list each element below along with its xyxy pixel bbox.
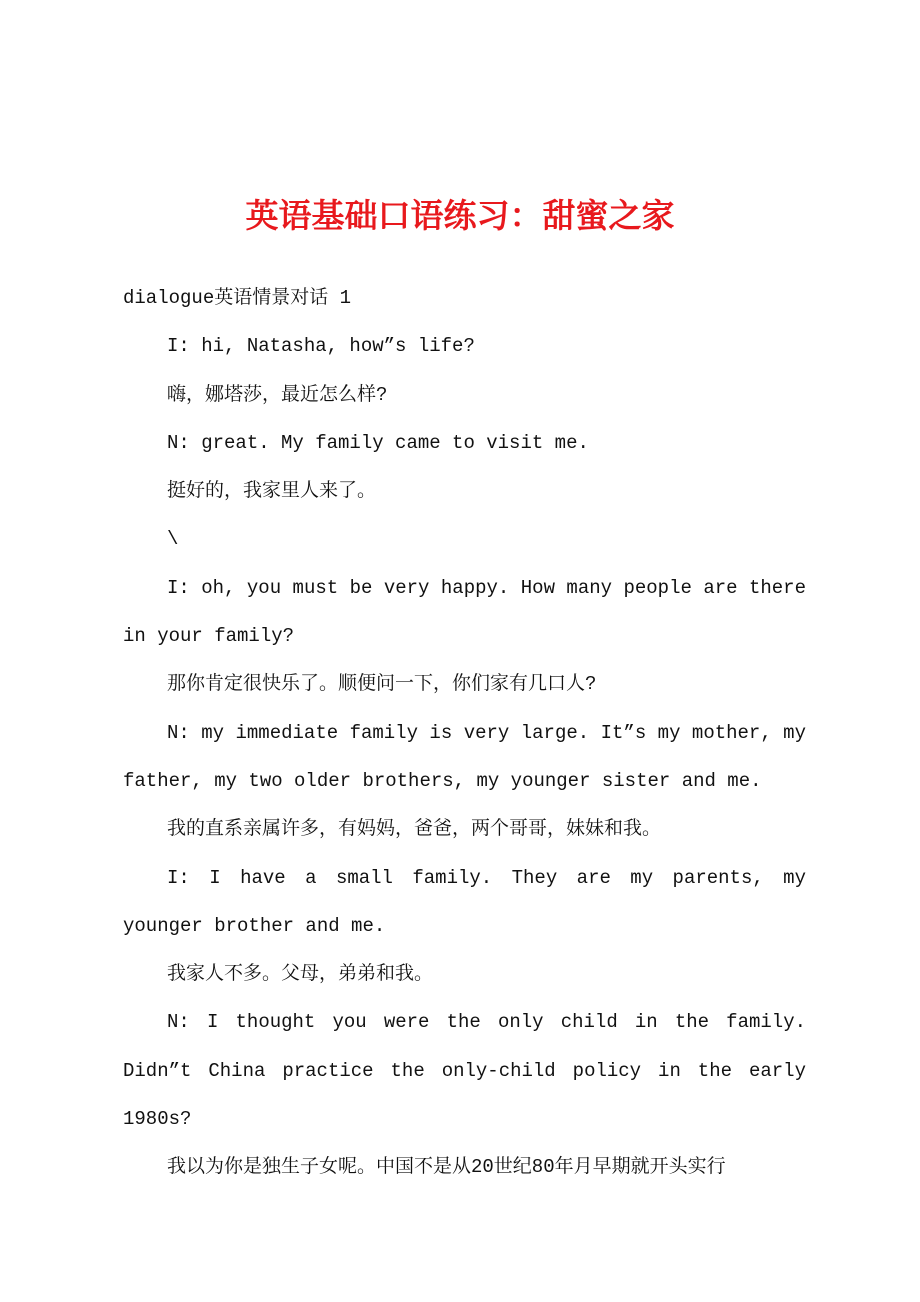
dialogue-line: I: I have a small family. They are my parents, my younger brother and me.	[123, 866, 806, 937]
document-body	[123, 274, 806, 1192]
dialogue-line: N: I thought you were the only child in the family. Didn”t China practice the only-child policy in the early 1980s?	[123, 1011, 806, 1131]
dialogue-line: I: hi, Natasha, how”s life?	[167, 335, 475, 358]
translation-line: 我以为你是独生子女呢。中国不是从20世纪80年月早期就开头实行	[167, 1156, 726, 1179]
dialogue-line: N: great. My family came to visit me.	[167, 431, 589, 454]
dialogue-line: I: oh, you must be very happy. How many people are there in your family?	[123, 576, 806, 648]
document-title: 英语基础口语练习：甜蜜之家	[245, 196, 675, 235]
translation-line: 那你肯定很快乐了。顺便问一下，你们家有几口人?	[167, 673, 597, 696]
translation-line: 挺好的，我家里人来了。	[167, 480, 377, 503]
separator-line: \	[167, 528, 179, 551]
dialogue-line: N: my immediate family is very large. It”s my mother, my father, my two older brothers, my younger sister and me.	[123, 721, 806, 792]
translation-line: 我的直系亲属许多，有妈妈，爸爸，两个哥哥，妹妹和我。	[167, 818, 662, 841]
section-heading: dialogue英语情景对话 1	[123, 287, 352, 309]
translation-line: 我家人不多。父母，弟弟和我。	[167, 963, 434, 986]
translation-line: 嗨，娜塔莎，最近怎么样?	[167, 383, 388, 406]
